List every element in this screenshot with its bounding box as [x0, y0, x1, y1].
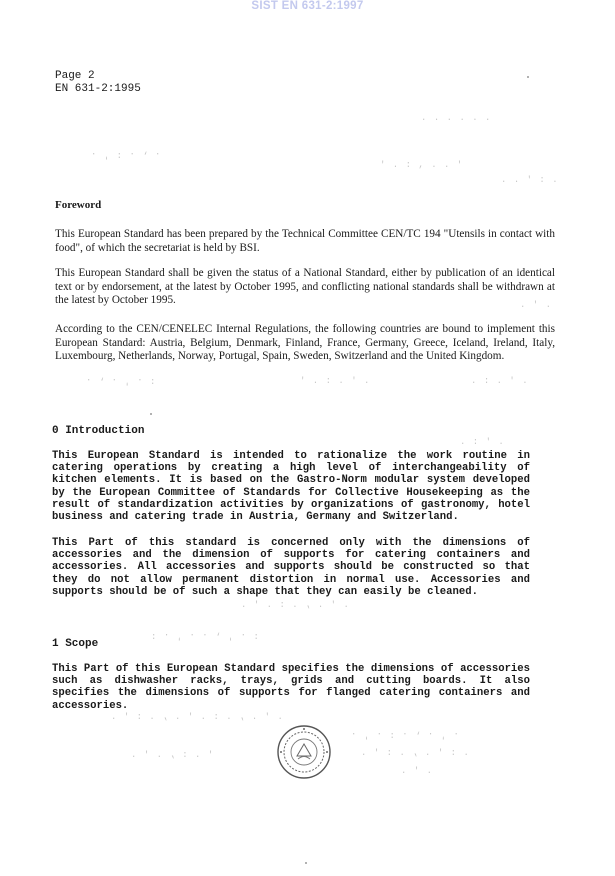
watermark: SIST EN 631-2:1997 — [251, 0, 364, 12]
bleed-through-mark: . ' . , . : . ' . , . : ' . — [110, 712, 283, 722]
foreword-paragraph: According to the CEN/CENELEC Internal Regulations, the following countries are bound to implement this European Standard: Austria, Belgium, Denmark, Finland, France, Germany, Greece, Iceland, Ireland, Italy, Luxembourg, Netherlands, Norway, Portugal, Spain, Sweden, Switzerland and the United Kingdom. — [55, 323, 555, 362]
scope-heading: 1 Scope — [52, 638, 99, 650]
bleed-through-mark: . : ' . , . : ' . — [360, 748, 469, 758]
bleed-through-mark: . : ' . — [460, 437, 505, 447]
introduction-paragraph: This European Standard is intended to rationalize the work routine in catering operations by creating a high level of interchangeability of kitchen elements. It is based on the Gastro-Norm modular system developed by the European Committee of Standards for Collective Housekeeping as the result of standardization activities by organizations of gastronomy, hotel business and catering trade in Austria, Germany and Switzerland. — [52, 450, 530, 524]
bleed-through-mark: . ' . , . : . ' . — [350, 730, 459, 740]
foreword-heading: Foreword — [55, 199, 102, 211]
bleed-through-mark: ' . : , . . ' — [380, 160, 464, 170]
bleed-through-mark: : . ' . , . — [85, 376, 156, 386]
standard-reference: EN 631-2:1995 — [55, 83, 141, 95]
foreword-paragraph: This European Standard shall be given the status of a National Standard, either by publication of an identical text or by endorsement, at the latest by October 1995, and conflicting national standards shall be withdrawn at the latest by October 1995. — [55, 267, 555, 306]
speck — [150, 413, 152, 415]
bleed-through-mark: ' . : , . ' . — [130, 750, 214, 760]
scope-paragraph: This Part of this European Standard specifies the dimensions of accessories such as dishwasher racks, trays, grids and cutting boards. It also specifies the dimensions of supports for flanged catering containers and accessories. — [52, 663, 530, 712]
bleed-through-mark: . ' . — [520, 300, 553, 310]
page-number: Page 2 — [55, 70, 95, 82]
bleed-through-mark: : . ' , . . ' . : — [150, 631, 259, 641]
foreword-paragraph: This European Standard has been prepared by the Technical Committee CEN/TC 194 "Utensils in contact with food", of which the secretariat is held by BSI. — [55, 228, 555, 254]
bleed-through-mark: . . . . . . — [420, 113, 491, 123]
bleed-through-mark: . : ' . . — [500, 175, 558, 185]
bleed-through-mark: . ' . — [400, 766, 433, 776]
speck — [305, 862, 307, 864]
speck — [527, 76, 529, 78]
official-stamp-seal — [276, 724, 332, 780]
introduction-paragraph: This Part of this standard is concerned only with the dimensions of accessories and the dimension of supports for catering containers and accessories. All accessories and supports should be constructed so that they do not allow permanent distortion in normal use. Accessories and supports should be of such a shape that they can easily be cleaned. — [52, 537, 530, 598]
introduction-heading: 0 Introduction — [52, 425, 145, 437]
bleed-through-mark: ' . : . ' . — [300, 376, 371, 386]
bleed-through-mark: . , . : ' . — [90, 150, 161, 160]
bleed-through-mark: . ' . : . — [470, 376, 528, 386]
bleed-through-mark: . ' . , . : . ' . — [240, 600, 349, 610]
